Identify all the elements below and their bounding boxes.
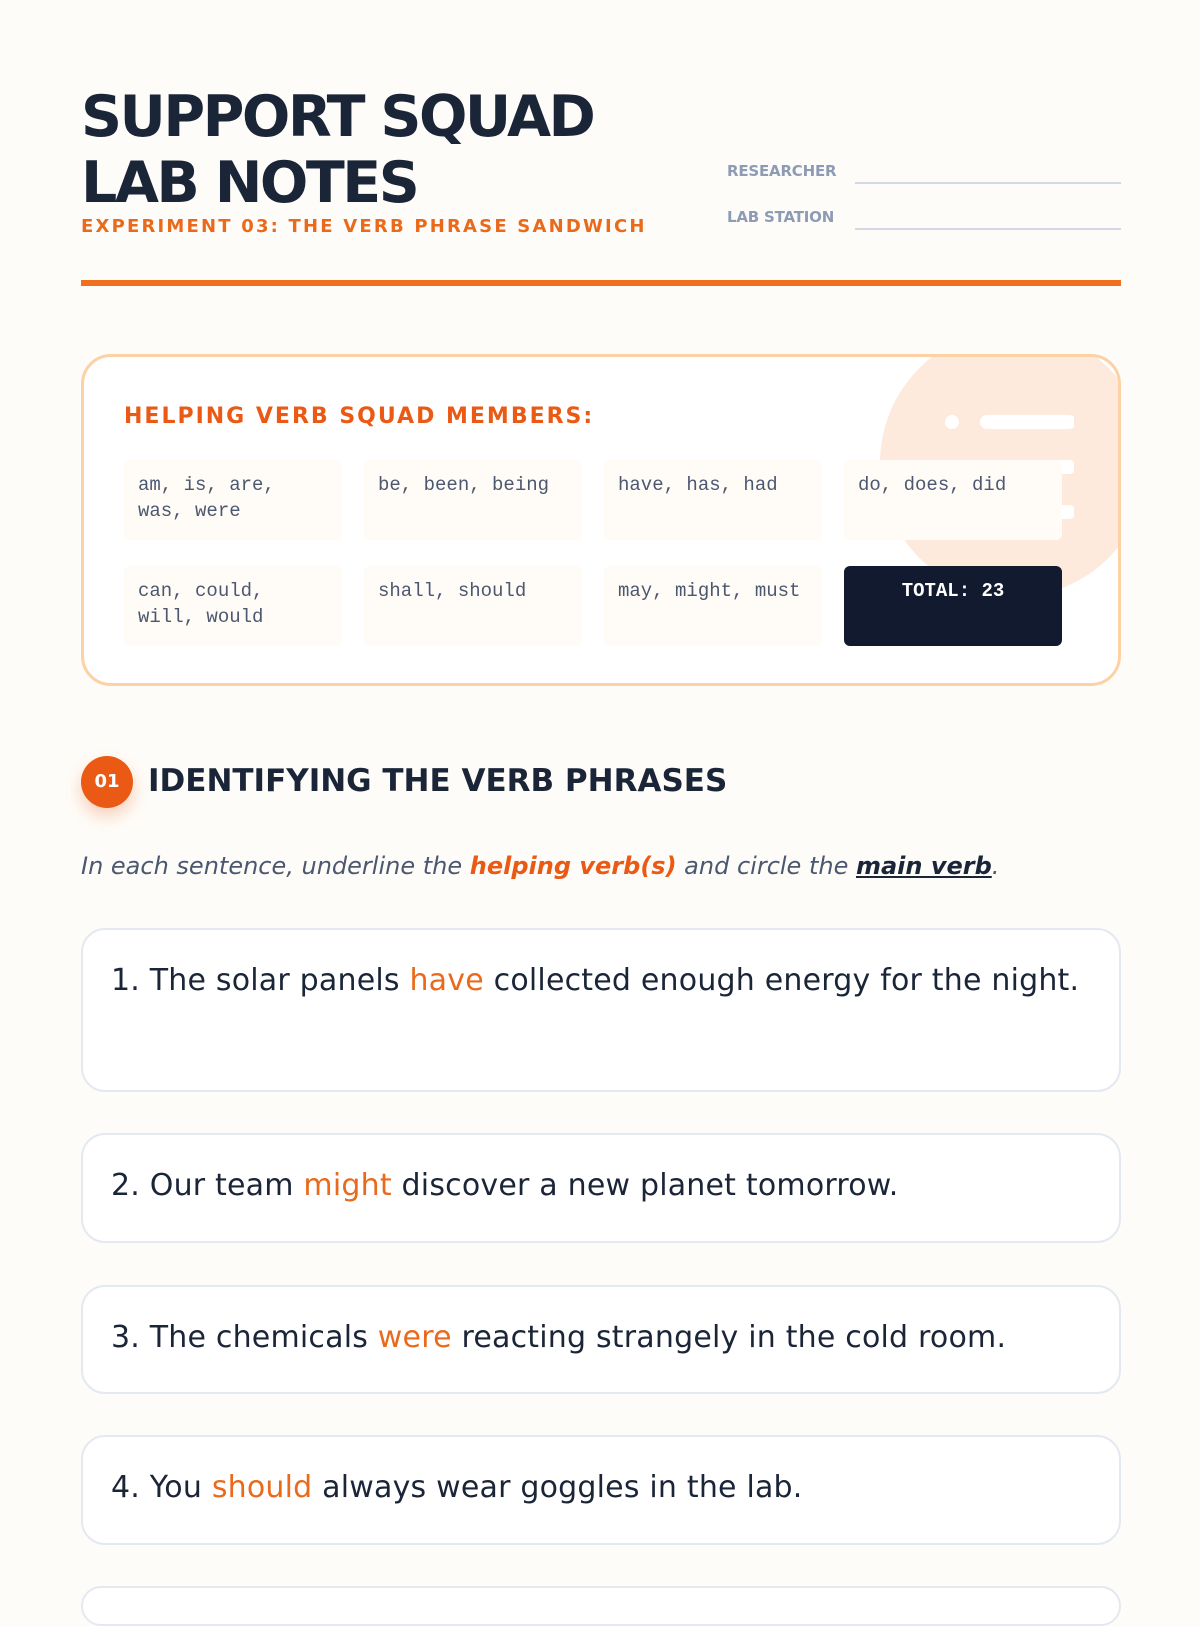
sentence-card[interactable] [81,1586,1121,1626]
sentence-text: 4. You [111,1470,212,1505]
sentence-text: reacting strangely in the cold room. [451,1320,1007,1355]
instructions [81,852,999,880]
researcher-field[interactable] [727,162,1121,188]
total-badge: TOTAL: 23 [844,566,1062,646]
section-number-badge: 01 [81,756,133,808]
experiment-subtitle: EXPERIMENT 03: THE VERB PHRASE SANDWICH [81,216,647,237]
instructions-text: and circle the [676,852,856,880]
verb-chip: have, has, had [604,460,822,540]
verb-chip: shall, should [364,566,582,646]
helping-verb[interactable]: have [409,963,484,998]
sentence-text: 2. Our team [111,1168,304,1203]
sentence-card[interactable] [81,1133,1121,1243]
sentence-text: collected enough energy for the night. [483,963,1080,998]
sentence-text: 1. The solar panels [111,963,410,998]
verb-chip: am, is, are, was, were [124,460,342,540]
title-line-1: SUPPORT SQUAD [81,84,594,150]
sentence-card[interactable] [81,928,1121,1092]
helping-verb[interactable]: should [211,1470,313,1505]
instructions-text: . [991,852,1000,880]
helping-verb[interactable]: were [377,1320,452,1355]
section-header [81,756,1121,808]
helping-verb[interactable]: might [303,1168,392,1203]
verb-chip: can, could, will, would [124,566,342,646]
researcher-label: RESEARCHER [727,162,837,180]
squad-heading: HELPING VERB SQUAD MEMBERS: [124,404,595,429]
lab-station-field[interactable] [727,208,1121,234]
main-verb-term: main verb [855,852,992,880]
lab-station-line[interactable] [855,228,1121,230]
sentence-card[interactable] [81,1435,1121,1545]
verb-chip: may, might, must [604,566,822,646]
sentence-card[interactable] [81,1285,1121,1394]
researcher-line[interactable] [855,182,1121,184]
header-divider [81,280,1121,286]
page-title [81,84,593,216]
sentence-text: always wear goggles in the lab. [312,1470,803,1505]
title-line-2: LAB NOTES [81,150,418,216]
header [81,84,1121,284]
helping-verb-term: helping verb(s) [469,852,677,880]
helping-verb-card [81,354,1121,686]
lab-station-label: LAB STATION [727,208,835,226]
section-title: IDENTIFYING THE VERB PHRASES [148,763,728,799]
sentence-text: discover a new planet tomorrow. [391,1168,899,1203]
sentence-text: 3. The chemicals [111,1320,378,1355]
verb-chip: be, been, being [364,460,582,540]
instructions-text: In each sentence, underline the [81,852,470,880]
verb-chip: do, does, did [844,460,1062,540]
